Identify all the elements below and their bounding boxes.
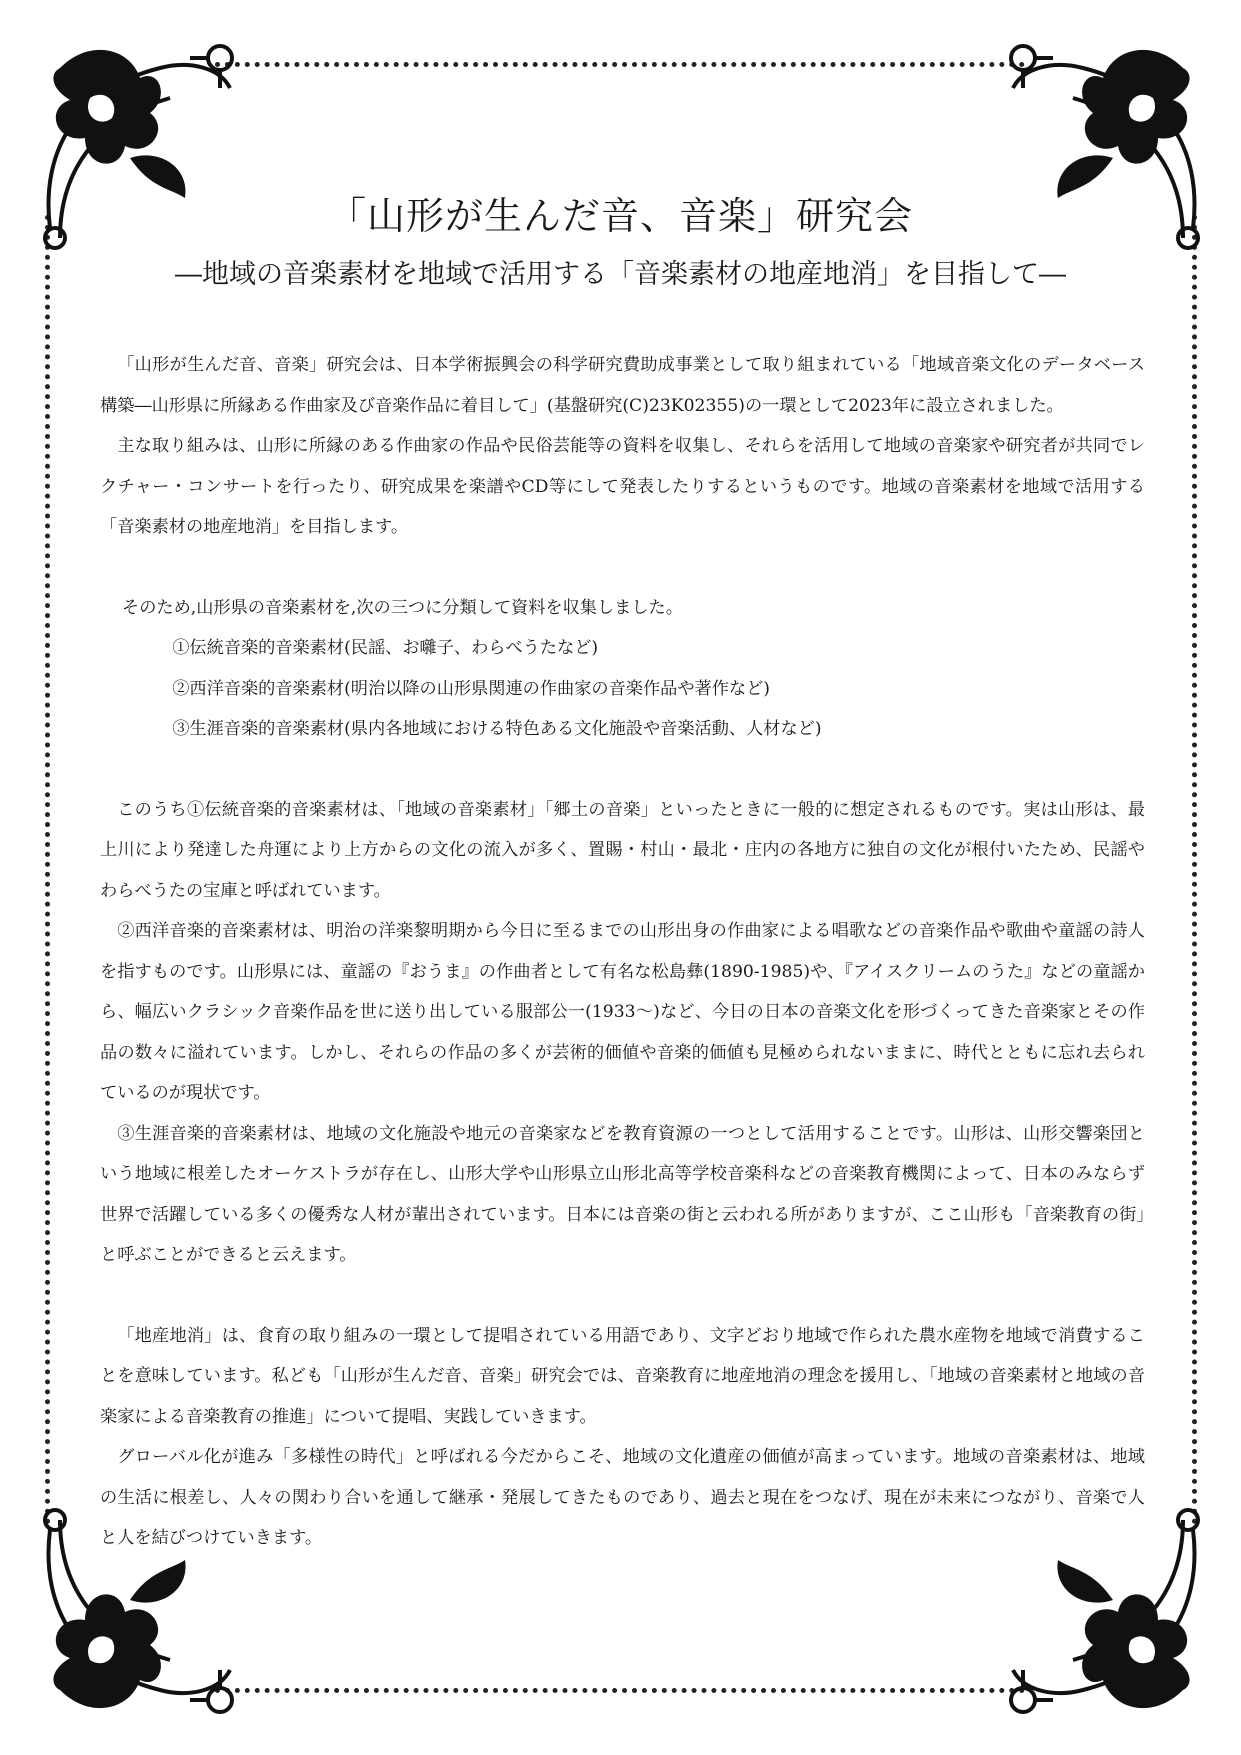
paragraph: ③生涯音楽的音楽素材は、地域の文化施設や地元の音楽家などを教育資源の一つとして活用することです。山形は、山形交響楽団という地域に根差したオーケストラが存在し、山形大学や山形県立山形北高等学校音楽科などの音楽教育機関によって、日本のみならず世界で活躍している多くの優秀な人材が輩出されています。日本には音楽の街と云われる所がありますが、ここ山形も「音楽教育の街」と呼ぶことができると云えます。 (100, 1123, 1145, 1265)
right-dotted-border (1192, 215, 1197, 1525)
paragraph: グローバル化が進み「多様性の時代」と呼ばれる今だからこそ、地域の文化遺産の価値が高まっています。地域の音楽素材は、地域の生活に根差し、人々の関わり合いを通して継承・発展してきたものであり、過去と現在をつなげ、現在が未来につながり、音楽で人と人を結びつけていきます。 (100, 1447, 1145, 1548)
top-dotted-border (215, 62, 1025, 67)
paragraph: 主な取り組みは、山形に所縁のある作曲家の作品や民俗芸能等の資料を収集し、それらを活用して地域の音楽家や研究者が共同でレクチャー・コンサートを行ったり、研究成果を楽譜やCD等にして発表したりするというものです。地域の音楽素材を地域で活用する「音楽素材の地産地消」を目指します。 (100, 436, 1145, 537)
left-dotted-border (45, 215, 50, 1525)
page-subtitle: ―地域の音楽素材を地域で活用する「音楽素材の地産地消」を目指して― (175, 259, 1066, 290)
page-title: 「山形が生んだ音、音楽」研究会 (327, 194, 913, 238)
document-body (100, 345, 1145, 1559)
list-item: ①伝統音楽的音楽素材(民謡、お囃子、わらべうたなど) (172, 638, 599, 658)
list-item: ③生涯音楽的音楽素材(県内各地域における特色ある文化施設や音楽活動、人材など) (172, 719, 822, 739)
paragraph: ②西洋音楽的音楽素材は、明治の洋楽黎明期から今日に至るまでの山形出身の作曲家による唱歌などの音楽作品や歌曲や童謡の詩人を指すものです。山形県には、童謡の『おうま』の作曲者として有名な松島彝(1890-1985)や、『アイスクリームのうた』などの童謡から、幅広いクラシック音楽作品を世に送り出している服部公一(1933〜)など、今日の日本の音楽文化を形づくってきた音楽家とその作品の数々に溢れています。しかし、それらの作品の多くが芸術的価値や音楽的価値も見極められないままに、時代とともに忘れ去られているのが現状です。 (100, 921, 1145, 1103)
paragraph: このうち①伝統音楽的音楽素材は、「地域の音楽素材」「郷土の音楽」といったときに一般的に想定されるものです。実は山形は、最上川により発達した舟運により上方からの文化の流入が多く、置賜・村山・最北・庄内の各地方に独自の文化が根付いたため、民謡やわらべうたの宝庫と呼ばれています。 (100, 799, 1145, 901)
paragraph: 「山形が生んだ音、音楽」研究会は、日本学術振興会の科学研究費助成事業として取り組まれている「地域音楽文化のデータベース構築―山形県に所縁ある作曲家及び音楽作品に着目して」(基盤研究(C)23K02355)の一環として2023年に設立されました。 (100, 355, 1145, 416)
list-intro: そのため,山形県の音楽素材を,次の三つに分類して資料を収集しました。 (122, 597, 683, 618)
bottom-dotted-border (215, 1688, 1025, 1693)
paragraph: 「地産地消」は、食育の取り組みの一環として提唱されている用語であり、文字どおり地域で作られた農水産物を地域で消費することを意味しています。私ども「山形が生んだ音、音楽」研究会では、音楽教育に地産地消の理念を援用し、「地域の音楽素材と地域の音楽家による音楽教育の推進」について提唱、実践していきます。 (100, 1325, 1145, 1427)
category-list (100, 588, 1145, 750)
list-item: ②西洋音楽的音楽素材(明治以降の山形県関連の作曲家の音楽作品や著作など) (172, 678, 770, 699)
